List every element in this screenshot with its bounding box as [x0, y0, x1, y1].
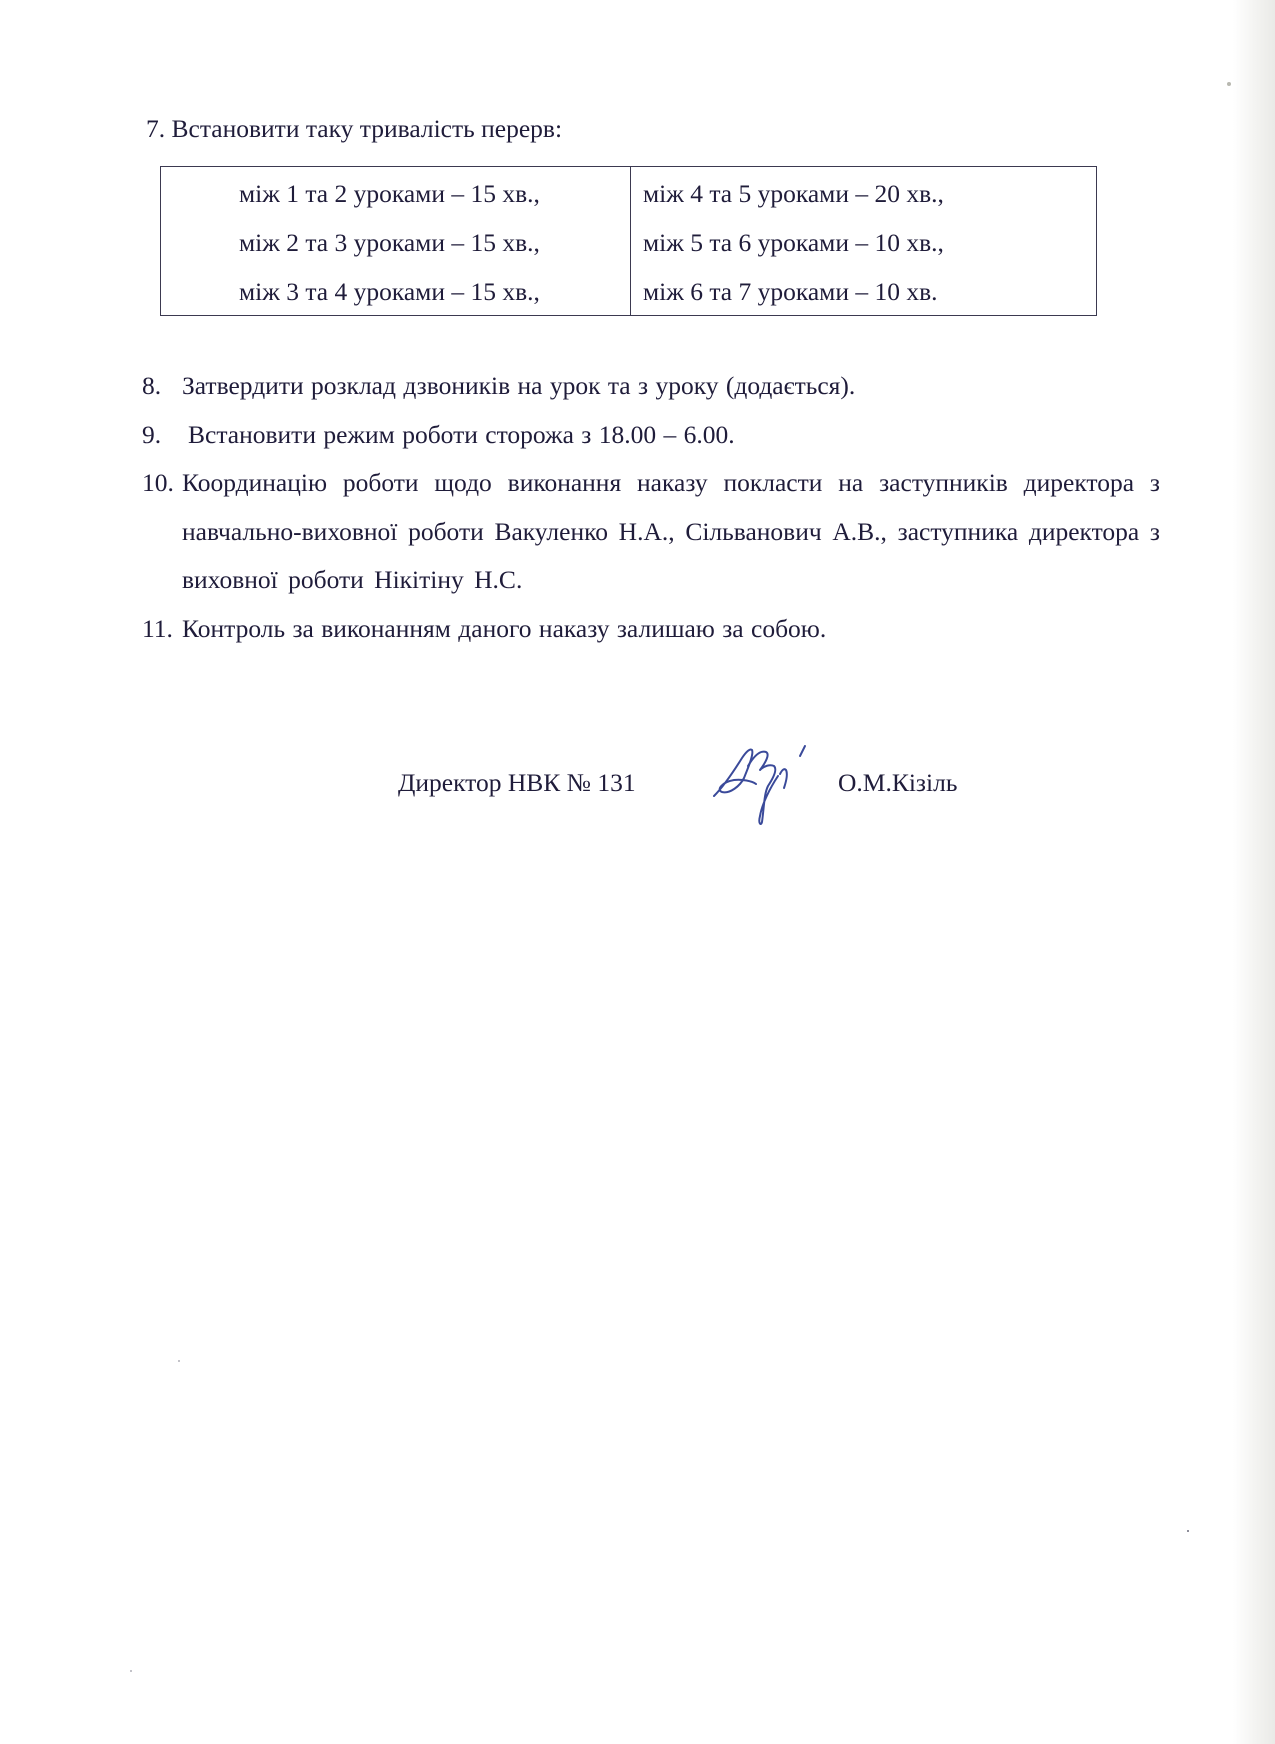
item-7-heading	[146, 112, 562, 146]
break-entry: між 5 та 6 уроками – 10 хв.,	[643, 228, 944, 257]
list-item	[142, 459, 1160, 605]
item-number: 11.	[142, 613, 173, 643]
signatory-name: О.М.Кізіль	[838, 768, 958, 797]
item-text: Затвердити розклад дзвоників на урок та з уроку (додається).	[182, 371, 856, 400]
scan-speck	[130, 1670, 132, 1672]
scanned-page-edge	[1233, 0, 1275, 1744]
item-7-number: 7.	[146, 114, 166, 143]
list-item	[142, 605, 1160, 654]
signature-block	[0, 766, 1275, 826]
scan-speck	[178, 1360, 180, 1362]
list-item	[142, 362, 1160, 411]
break-entry: між 4 та 5 уроками – 20 хв.,	[643, 179, 944, 208]
break-entry: між 2 та 3 уроками – 15 хв.,	[239, 228, 540, 257]
breaks-right-column	[631, 167, 1096, 315]
item-text: Координацію роботи щодо виконання наказу покласти на заступників директора з навчально-виховної роботи Вакуленко Н.А., Сільванович А.В., заступника директора з виховної роботи Нікітіну Н.С.	[182, 468, 1160, 594]
break-entry: між 3 та 4 уроками – 15 хв.,	[239, 277, 540, 306]
item-number: 8.	[142, 371, 162, 400]
scan-speck	[1227, 82, 1231, 86]
breaks-table	[160, 166, 1097, 316]
break-entry: між 6 та 7 уроками – 10 хв.	[643, 277, 938, 306]
item-text: Встановити режим роботи сторожа з 18.00 – 6.00.	[188, 419, 735, 449]
scan-speck	[1187, 1530, 1189, 1532]
item-number: 9.	[142, 419, 162, 449]
item-text: Контроль за виконанням даного наказу залишаю за собою.	[182, 613, 827, 643]
handwritten-signature	[708, 734, 818, 830]
list-item	[142, 411, 1160, 460]
signatory-title: Директор НВК № 131	[398, 768, 636, 797]
break-entry: між 1 та 2 уроками – 15 хв.,	[239, 179, 540, 208]
item-number: 10.	[142, 468, 174, 497]
breaks-left-column	[161, 167, 631, 315]
order-items-list	[142, 362, 1160, 653]
item-7-text: Встановити таку тривалість перерв:	[171, 114, 563, 143]
